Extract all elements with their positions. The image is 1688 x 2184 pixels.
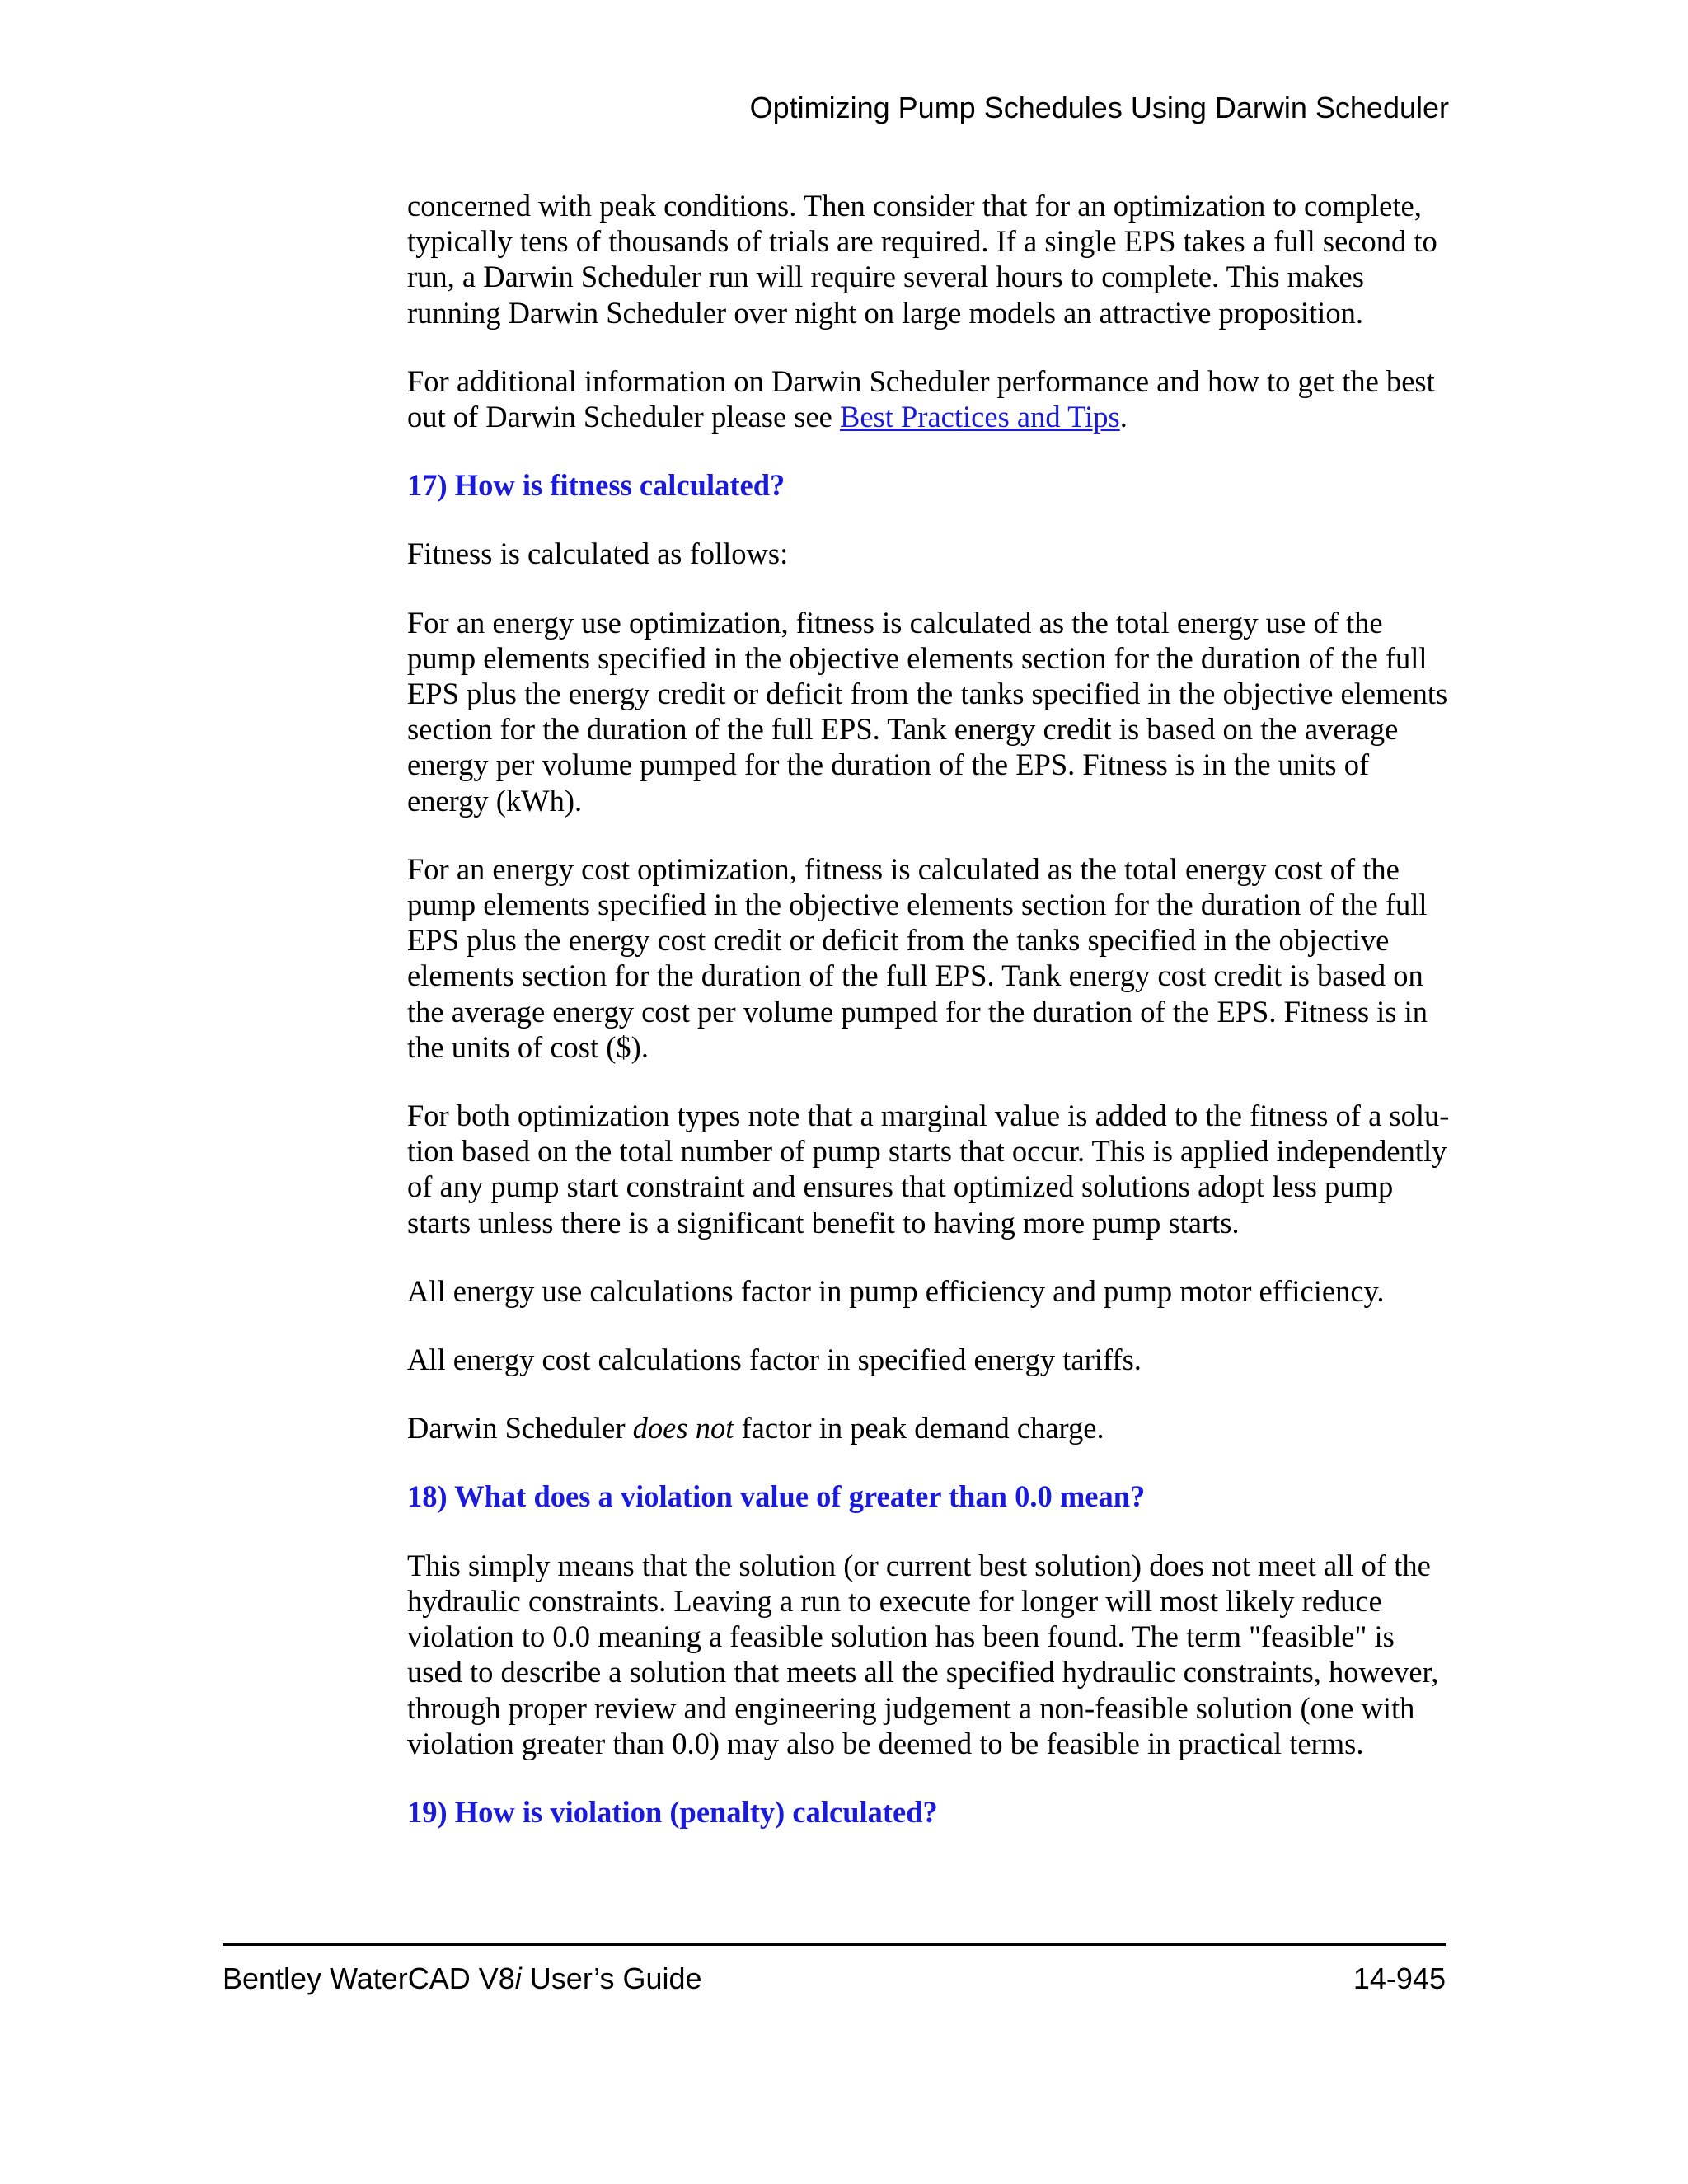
paragraph-energy-use: For an energy use optimization, fitness is calculated as the total energy use of the pump elements specified in the objective elements section for the duration of the full EPS plus the energy credit or deficit from the tanks specified in the objective elements section for the duration of the full EPS. Tank energy credit is based on the average energy per volume pumped for the duration of the EPS. Fitness is in the units of energy (kWh).: [407, 605, 1448, 818]
question-18-heading: 18) What does a violation value of greater than 0.0 mean?: [407, 1479, 1146, 1514]
paragraph-energy-cost: For an energy cost optimization, fitness is calculated as the total energy cost of the pump elements specified in the objective elements section for the duration of the full EPS plus the energy cost credit or deficit from the tanks specified in the objective elements section for the duration of the full EPS. Tank energy cost credit is based on the average energy cost per volume pumped for the duration of the EPS. Fitness is in the units of cost ($).: [407, 851, 1428, 1064]
paragraph-pump-starts: For both optimization types note that a marginal value is added to the fitness of a solution based on the total number of pump starts that occur. This is applied independently of any pump start constraint and ensures that optimized solutions adopt less pump starts unless there is a significant benefit to having more pump starts.: [407, 1099, 1450, 1240]
paragraph-additional-info: [407, 363, 1452, 434]
document-body: [407, 188, 1452, 1863]
paragraph-violation-meaning: This simply means that the solution (or current best solution) does not meet all of the hydraulic constraints. Leaving a run to execute for longer will most likely reduce violation to 0.0 meaning a feasible solution has been found. The term "feasible" is used to describe a solution that meets all the specified hydraulic constraints, however, through proper review and engineering judgement a non-feasible solution (one with violation greater than 0.0) may also be deemed to be feasible in practical terms.: [407, 1548, 1439, 1760]
paragraph-energy-cost-factors: All energy cost calculations factor in specified energy tariffs.: [407, 1343, 1142, 1377]
footer-rule: [223, 1943, 1446, 1946]
question-17-heading: 17) How is fitness calculated?: [407, 468, 785, 503]
paragraph-additional-info-end: .: [1119, 400, 1128, 434]
footer-page-number: 14-945: [1353, 1961, 1446, 1995]
peak-demand-text-end: factor in peak demand charge.: [734, 1411, 1104, 1446]
question-19-heading: 19) How is violation (penalty) calculated?: [407, 1794, 938, 1829]
paragraph-energy-use-factors: All energy use calculations factor in pump efficiency and pump motor efficiency.: [407, 1273, 1385, 1308]
footer-guide-suffix: User’s Guide: [521, 1961, 702, 1995]
peak-demand-emphasis: does not: [632, 1411, 734, 1446]
peak-demand-text-start: Darwin Scheduler: [407, 1411, 633, 1446]
paragraph-trials: concerned with peak conditions. Then consider that for an optimization to complete, typically tens of thousands of trials are required. If a single EPS takes a full second to run, a Darwin Scheduler run will require several hours to complete. This makes running Darwin Scheduler over night on large models an attractive proposition.: [407, 189, 1437, 330]
running-header: Optimizing Pump Schedules Using Darwin Scheduler: [749, 91, 1449, 124]
footer-guide-prefix: Bentley WaterCAD V8: [223, 1961, 515, 1995]
best-practices-link[interactable]: Best Practices and Tips: [840, 400, 1120, 434]
paragraph-peak-demand: [407, 1410, 1452, 1446]
paragraph-additional-info-text: For additional information on Darwin Scheduler performance and how to get the best out of Darwin Scheduler please see: [407, 363, 1435, 434]
footer-guide-title: [223, 1961, 702, 1996]
paragraph-fitness-intro: Fitness is calculated as follows:: [407, 537, 789, 571]
footer-guide-italic: i: [514, 1961, 522, 1995]
